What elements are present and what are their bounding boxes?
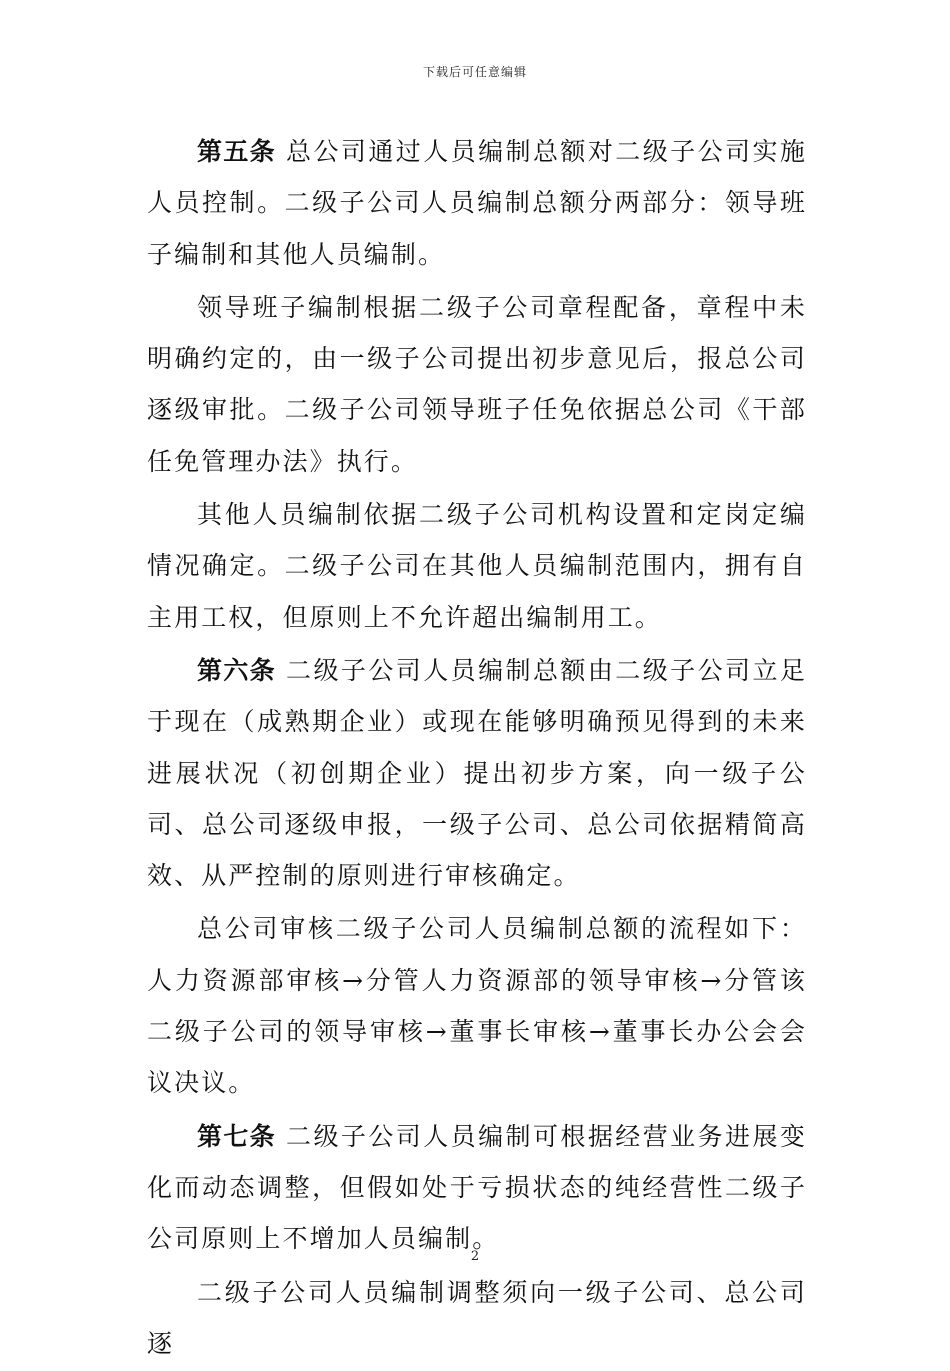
- article-heading: 第六条: [197, 655, 277, 685]
- page-header-note: 下载后可任意编辑: [422, 65, 527, 79]
- paragraph-leadership-quota: [147, 282, 807, 487]
- paragraph-text: 二级子公司人员编制调整须向一级子公司、总公司逐: [147, 1277, 807, 1358]
- paragraph-approval-flow: [147, 903, 807, 1108]
- paragraph-text: 二级子公司人员编制总额由二级子公司立足于现在（成熟期企业）或现在能够明确预见得到的未来进展状况（初创期企业）提出初步方案，向一级子公司、总公司逐级申报，一级子公司、总公司依据精简高效、从严控制的原则进行审核确定。: [147, 655, 807, 891]
- paragraph-text: 总公司通过人员编制总额对二级子公司实施人员控制。二级子公司人员编制总额分两部分：领导班子编制和其他人员编制。: [147, 137, 807, 269]
- paragraph-article-7: [147, 1111, 807, 1265]
- document-body: [147, 126, 807, 1371]
- paragraph-text: 二级子公司人员编制可根据经营业务进展变化而动态调整，但假如处于亏损状态的纯经营性二级子公司原则上不增加人员编制。: [147, 1121, 807, 1254]
- page-number: 2: [470, 1249, 480, 1264]
- paragraph-other-staff-quota: [147, 489, 807, 643]
- article-heading: 第五条: [197, 137, 277, 166]
- paragraph-text: 其他人员编制依据二级子公司机构设置和定岗定编情况确定。二级子公司在其他人员编制范围内，拥有自主用工权，但原则上不允许超出编制用工。: [147, 500, 807, 632]
- paragraph-article-6: [147, 645, 807, 901]
- paragraph-article-5: [147, 126, 807, 280]
- paragraph-text: 领导班子编制根据二级子公司章程配备，章程中未明确约定的，由一级子公司提出初步意见后，报总公司逐级审批。二级子公司领导班子任免依据总公司《干部任免管理办法》执行。: [147, 292, 807, 476]
- paragraph-adjustment: [147, 1267, 807, 1370]
- article-heading: 第七条: [197, 1121, 277, 1151]
- paragraph-text: 总公司审核二级子公司人员编制总额的流程如下：人力资源部审核→分管人力资源部的领导审核→分管该二级子公司的领导审核→董事长审核→董事长办公会会议决议。: [147, 914, 807, 1098]
